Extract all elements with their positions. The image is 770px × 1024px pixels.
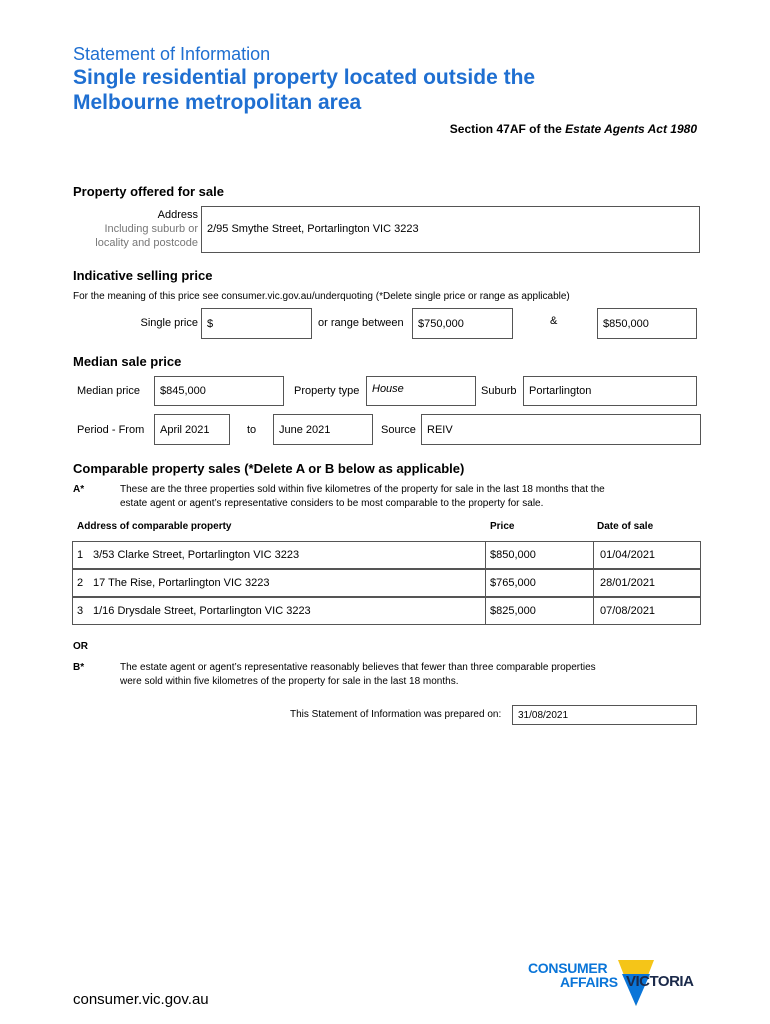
col-header-address: Address of comparable property <box>77 521 232 532</box>
option-b-text-2: were sold within five kilometres of the property for sale in the last 18 months. <box>120 676 459 687</box>
col-header-price: Price <box>490 521 515 532</box>
row-price[interactable]: $765,000 <box>490 577 536 589</box>
table-row <box>72 541 701 569</box>
consumer-affairs-victoria-logo <box>528 960 703 1008</box>
single-price-label: Single price <box>140 317 198 329</box>
range-low-field[interactable]: $750,000 <box>412 308 513 339</box>
row-date[interactable]: 28/01/2021 <box>600 577 656 589</box>
logo-consumer-text: CONSUMER <box>528 960 608 976</box>
address-hint-2: locality and postcode <box>95 237 198 249</box>
page-title-line1: Single residential property located outside the <box>73 66 536 89</box>
col-header-date: Date of sale <box>597 521 654 532</box>
row-price[interactable]: $825,000 <box>490 605 536 617</box>
period-to-label: to <box>247 424 257 436</box>
section-reference <box>450 122 697 136</box>
row-address[interactable]: 1/16 Drysdale Street, Portarlington VIC 3223 <box>93 605 311 617</box>
property-heading: Property offered for sale <box>73 184 224 199</box>
period-to-field[interactable]: June 2021 <box>273 414 373 445</box>
or-label: OR <box>73 641 88 652</box>
option-a-label: A* <box>73 484 85 495</box>
row-date[interactable]: 01/04/2021 <box>600 549 656 561</box>
single-price-field[interactable]: $ <box>201 308 312 339</box>
suburb-label: Suburb <box>481 385 517 397</box>
option-b-text-1: The estate agent or agent’s representative reasonably believes that fewer than three comparable properties <box>120 662 596 673</box>
row-date[interactable]: 07/08/2021 <box>600 605 656 617</box>
row-address[interactable]: 3/53 Clarke Street, Portarlington VIC 3223 <box>93 549 300 561</box>
range-ampersand: & <box>550 315 558 327</box>
range-high-field[interactable]: $850,000 <box>597 308 697 339</box>
source-field[interactable]: REIV <box>421 414 701 445</box>
option-a-text-2: estate agent or agent’s representative considers to be most comparable to the property for sale. <box>120 498 544 509</box>
suburb-field[interactable]: Portarlington <box>523 376 697 406</box>
table-row <box>72 569 701 597</box>
row-number: 2 <box>77 577 84 589</box>
address-field[interactable]: 2/95 Smythe Street, Portarlington VIC 3223 <box>201 206 700 253</box>
address-label: Address <box>157 209 198 221</box>
prepared-label: This Statement of Information was prepared on: <box>290 709 502 720</box>
property-type-label: Property type <box>294 385 360 397</box>
statement-label: Statement of Information <box>73 44 271 64</box>
period-from-label: Period - From <box>77 424 145 436</box>
page-title-line2: Melbourne metropolitan area <box>73 91 362 114</box>
period-from-field[interactable]: April 2021 <box>154 414 230 445</box>
prepared-date-field[interactable]: 31/08/2021 <box>512 705 697 725</box>
row-number: 1 <box>77 549 84 561</box>
row-number: 3 <box>77 605 84 617</box>
footer-url[interactable]: consumer.vic.gov.au <box>73 991 209 1008</box>
option-b-label: B* <box>73 662 85 673</box>
price-heading: Indicative selling price <box>73 268 213 283</box>
comparable-heading: Comparable property sales (*Delete A or B below as applicable) <box>73 461 465 476</box>
section-prefix: Section 47AF of the <box>449 122 566 136</box>
logo-victoria-text: VICTORIA <box>626 973 694 990</box>
range-label: or range between <box>318 317 404 329</box>
logo-affairs-text: AFFAIRS <box>560 974 618 990</box>
option-a-text-1: These are the three properties sold within five kilometres of the property for sale in the last 18 months that the <box>120 484 605 495</box>
median-price-field[interactable]: $845,000 <box>154 376 284 406</box>
row-price[interactable]: $850,000 <box>490 549 536 561</box>
property-type-field[interactable]: House <box>366 376 476 406</box>
address-hint-1: Including suburb or <box>104 223 198 235</box>
price-note: For the meaning of this price see consumer.vic.gov.au/underquoting (*Delete single price or range as applicable) <box>73 291 570 302</box>
source-label: Source <box>381 424 416 436</box>
row-address[interactable]: 17 The Rise, Portarlington VIC 3223 <box>93 577 270 589</box>
section-act: Estate Agents Act 1980 <box>565 122 697 136</box>
table-row <box>72 597 701 625</box>
median-heading: Median sale price <box>73 354 182 369</box>
median-price-label: Median price <box>77 385 140 397</box>
